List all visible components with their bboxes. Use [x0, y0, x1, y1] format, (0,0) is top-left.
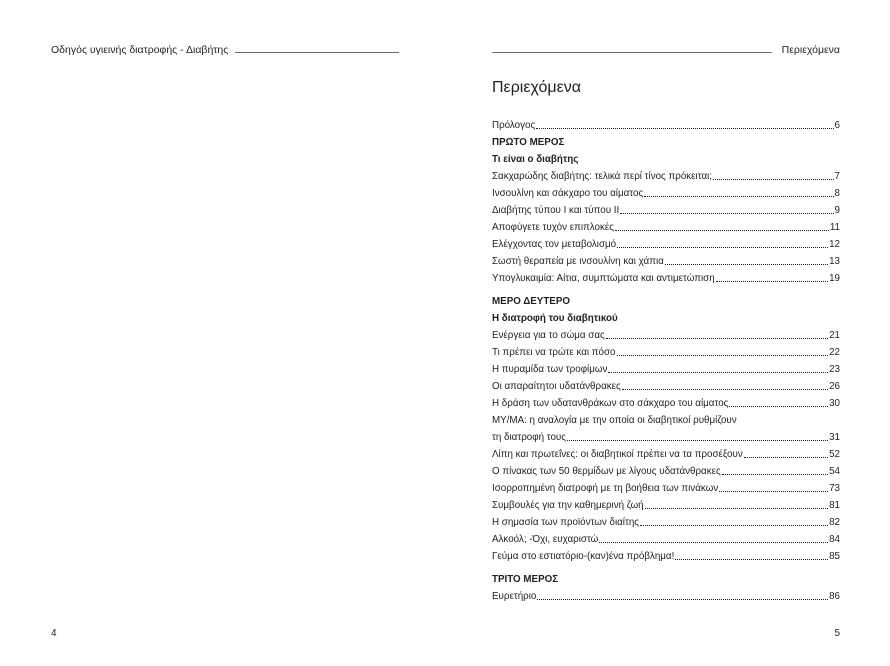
toc-entry: [492, 185, 840, 202]
dot-leader: [567, 439, 828, 441]
toc-entry: [492, 202, 840, 219]
toc-entry-page: 86: [829, 591, 840, 602]
toc-entry: [492, 168, 840, 185]
left-running-header: Οδηγός υγιεινής διατροφής - Διαβήτης: [51, 44, 229, 56]
right-header-rule: [492, 52, 772, 53]
dot-leader: [599, 541, 828, 543]
toc-entry-title: Αποφύγετε τυχόν επιπλοκές: [492, 222, 614, 233]
toc-entry-page: 82: [829, 517, 840, 528]
toc-entry-title: Συμβουλές για την καθημερινή ζωή: [492, 500, 644, 511]
toc-entry-title: Ο πίνακας των 50 θερμίδων με λίγους υδατάνθρακες: [492, 466, 721, 477]
toc-entry: [492, 219, 840, 236]
toc-entry: [492, 253, 840, 270]
toc-entry-title: Πρόλογος: [492, 120, 536, 131]
toc-entry-page: 85: [829, 551, 840, 562]
toc-entry-page: 6: [834, 120, 840, 131]
toc-entry-title: Σακχαρώδης διαβήτης: τελικά περί τίνος πρόκειται;: [492, 171, 713, 182]
dot-leader: [617, 354, 829, 356]
toc-entry-page: 81: [829, 500, 840, 511]
toc-entry-page: 26: [829, 381, 840, 392]
toc-entry: [492, 588, 840, 605]
dot-leader: [645, 507, 829, 509]
toc-entry-page: 23: [829, 364, 840, 375]
toc-entry-page: 12: [829, 239, 840, 250]
toc-entry-page: 73: [829, 483, 840, 494]
toc-entry-page: 19: [829, 273, 840, 284]
toc-entry-title: Η πυραμίδα των τροφίμων: [492, 364, 608, 375]
toc-entry-page: 54: [829, 466, 840, 477]
part3-entries: [492, 588, 840, 605]
toc-entry-page: 11: [829, 222, 840, 233]
right-running-header: Περιεχόμενα: [781, 44, 840, 56]
toc-entry-multiline-first: ΜΥ/ΜΑ: η αναλογία με την οποία οι διαβητικοί ρυθμίζουν: [492, 415, 737, 426]
dot-leader: [617, 246, 828, 248]
toc-entry-page: 31: [829, 432, 840, 443]
toc-entry: [492, 497, 840, 514]
part3-label: ΤΡΙΤΟ ΜΕΡΟΣ: [492, 574, 559, 585]
toc-entry: [492, 514, 840, 531]
toc-entry: [492, 236, 840, 253]
toc-entry-page: 7: [834, 171, 840, 182]
toc-entry-page: 30: [829, 398, 840, 409]
toc-entry: [492, 548, 840, 565]
toc-entry-title: Οι απαραίτητοι υδατάνθρακες: [492, 381, 621, 392]
dot-leader: [713, 178, 834, 180]
toc-entry-title: Λίπη και πρωτεΐνες: οι διαβητικοί πρέπει να τα προσέξουν: [492, 449, 743, 460]
toc-entry: [492, 446, 840, 463]
toc-entry-title: Διαβήτης τύπου Ι και τύπου ΙΙ: [492, 205, 620, 216]
dot-leader: [536, 127, 833, 129]
toc-entry-page: 21: [829, 330, 840, 341]
toc-entry-title: τη διατροφή τους: [492, 432, 567, 443]
left-page-number: 4: [51, 628, 57, 639]
toc-entry-page: 52: [829, 449, 840, 460]
part2-entries-a: [492, 327, 840, 412]
dot-leader: [622, 388, 828, 390]
right-page: [445, 0, 890, 666]
toc-entry: [492, 531, 840, 548]
toc-title: Περιεχόμενα: [492, 79, 581, 96]
table-of-contents: [492, 117, 840, 605]
toc-entry-page: 22: [829, 347, 840, 358]
toc-entry-prologue: [492, 117, 840, 134]
toc-entry-title: Υπογλυκαιμία: Αίτια, συμπτώματα και αντιμετώπιση: [492, 273, 715, 284]
dot-leader: [640, 524, 828, 526]
dot-leader: [722, 473, 828, 475]
dot-leader: [644, 195, 833, 197]
dot-leader: [716, 280, 828, 282]
part2-entries-b: [492, 446, 840, 565]
toc-entry: [492, 395, 840, 412]
toc-entry-title: Τι πρέπει να τρώτε και πόσο: [492, 347, 616, 358]
dot-leader: [719, 490, 828, 492]
toc-entry: [492, 270, 840, 287]
toc-entry: [492, 378, 840, 395]
dot-leader: [615, 229, 829, 231]
toc-entry: [492, 327, 840, 344]
toc-entry-title: Η σημασία των προϊόντων διαίτης: [492, 517, 640, 528]
dot-leader: [620, 212, 833, 214]
left-header-rule: [235, 52, 399, 53]
toc-entry-multiline-second: [492, 429, 840, 446]
part2-subtitle: Η διατροφή του διαβητικού: [492, 313, 618, 324]
toc-entry-title: Η δράση των υδατανθράκων στο σάκχαρο του αίματος: [492, 398, 729, 409]
dot-leader: [537, 598, 828, 600]
toc-entry-title: Σωστή θεραπεία με ινσουλίνη και χάπια: [492, 256, 664, 267]
toc-entry-title: Ελέγχοντας τον μεταβολισμό: [492, 239, 617, 250]
part2-label: ΜΕΡΟ ΔΕΥΤΕΡΟ: [492, 296, 570, 307]
toc-entry-page: 8: [834, 188, 840, 199]
toc-entry-title: Ευρετήριο: [492, 591, 537, 602]
dot-leader: [665, 263, 828, 265]
toc-entry-title: Ισορροπημένη διατροφή με τη βοήθεια των πινάκων: [492, 483, 719, 494]
dot-leader: [744, 456, 828, 458]
dot-leader: [608, 371, 828, 373]
part1-entries: [492, 168, 840, 287]
dot-leader: [729, 405, 828, 407]
toc-entry-page: 84: [829, 534, 840, 545]
toc-entry: [492, 361, 840, 378]
toc-entry-page: 9: [834, 205, 840, 216]
right-page-number: 5: [834, 628, 840, 639]
toc-entry-title: Αλκοόλ; -Όχι, ευχαριστώ: [492, 534, 599, 545]
dot-leader: [675, 558, 828, 560]
toc-entry: [492, 480, 840, 497]
toc-entry-title: Ενέργεια για το σώμα σας: [492, 330, 605, 341]
dot-leader: [606, 337, 828, 339]
toc-entry-page: 13: [829, 256, 840, 267]
toc-entry-title: Γεύμα στο εστιατόριο-(καν)ένα πρόβλημα!: [492, 551, 675, 562]
toc-entry-title: Ινσουλίνη και σάκχαρο του αίματος: [492, 188, 644, 199]
toc-entry: [492, 344, 840, 361]
toc-entry: [492, 463, 840, 480]
part1-subtitle: Τι είναι ο διαβήτης: [492, 154, 579, 165]
part1-label: ΠΡΩΤΟ ΜΕΡΟΣ: [492, 137, 565, 148]
